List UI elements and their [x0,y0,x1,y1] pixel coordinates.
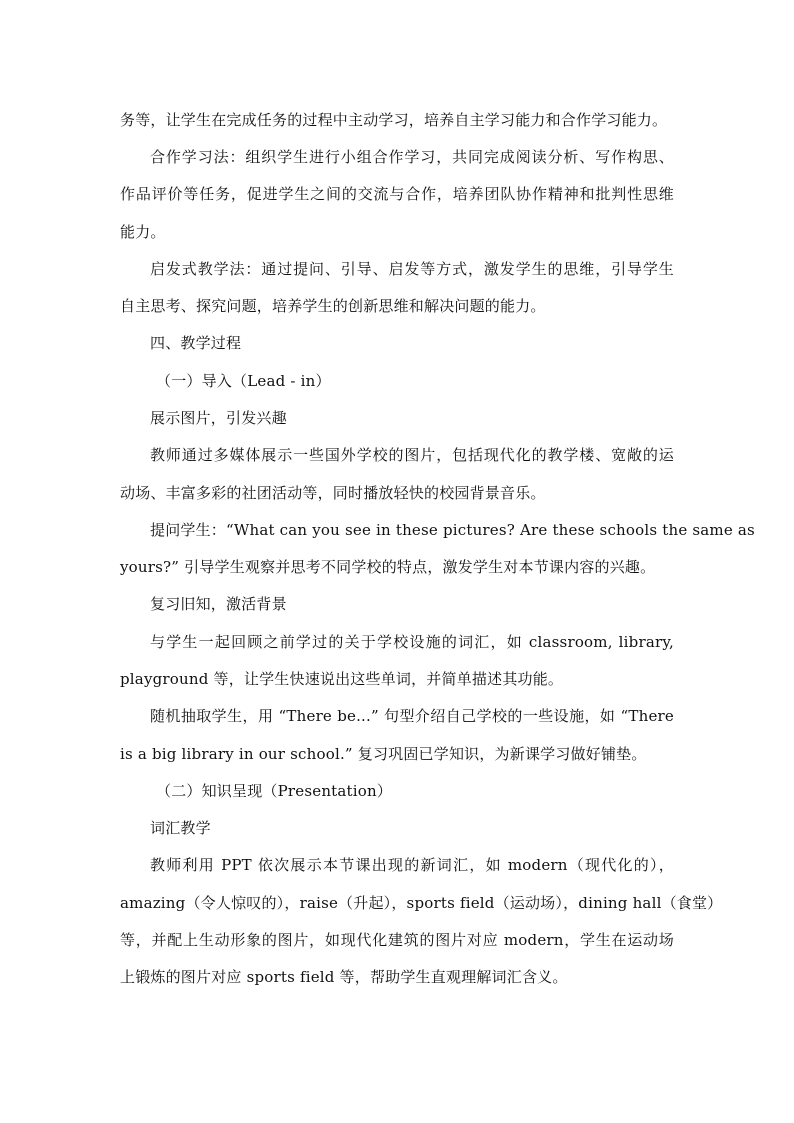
paragraph-line: 与学生一起回顾之前学过的关于学校设施的词汇，如 classroom, library, [150,633,674,651]
paragraph-line: 随机抽取学生，用 “There be...” 句型介绍自己学校的一些设施，如 “There [150,707,674,725]
section-heading: 四、教学过程 [150,334,242,352]
paragraph-line: playground 等，让学生快速说出这些单词，并简单描述其功能。 [120,670,564,688]
paragraph-line: 动场、丰富多彩的社团活动等，同时播放轻快的校园背景音乐。 [120,484,546,502]
subsection-heading: （二）知识呈现（Presentation） [156,782,393,800]
topic-heading: 展示图片，引发兴趣 [150,409,287,427]
paragraph-line: 作品评价等任务，促进学生之间的交流与合作，培养团队协作精神和批判性思维 [120,185,674,203]
topic-heading: 词汇教学 [150,819,211,837]
paragraph-line: 上锻炼的图片对应 sports field 等，帮助学生直观理解词汇含义。 [120,968,568,986]
paragraph-line: 教师通过多媒体展示一些国外学校的图片，包括现代化的教学楼、宽敞的运 [150,446,674,464]
paragraph-line: 务等，让学生在完成任务的过程中主动学习，培养自主学习能力和合作学习能力。 [120,111,668,129]
paragraph-line: 合作学习法：组织学生进行小组合作学习，共同完成阅读分析、写作构思、 [150,148,674,166]
paragraph-line: 自主思考、探究问题，培养学生的创新思维和解决问题的能力。 [120,297,546,315]
paragraph-line: yours?” 引导学生观察并思考不同学校的特点，激发学生对本节课内容的兴趣。 [120,558,656,576]
paragraph-line: 教师利用 PPT 依次展示本节课出现的新词汇，如 modern（现代化的）， [150,856,674,874]
paragraph-line: amazing（令人惊叹的），raise（升起），sports field（运动场），dining hall（食堂） [120,894,723,912]
paragraph-line: 能力。 [120,223,166,241]
paragraph-line: 启发式教学法：通过提问、引导、启发等方式，激发学生的思维，引导学生 [150,260,674,278]
topic-heading: 复习旧知，激活背景 [150,595,287,613]
paragraph-line: 等，并配上生动形象的图片，如现代化建筑的图片对应 modern，学生在运动场 [120,931,674,949]
paragraph-line: is a big library in our school.” 复习巩固已学知识，为新课学习做好铺垫。 [120,745,647,763]
subsection-heading: （一）导入（Lead - in） [156,372,331,390]
paragraph-line: 提问学生：“What can you see in these pictures? Are these schools the same as [150,521,755,539]
